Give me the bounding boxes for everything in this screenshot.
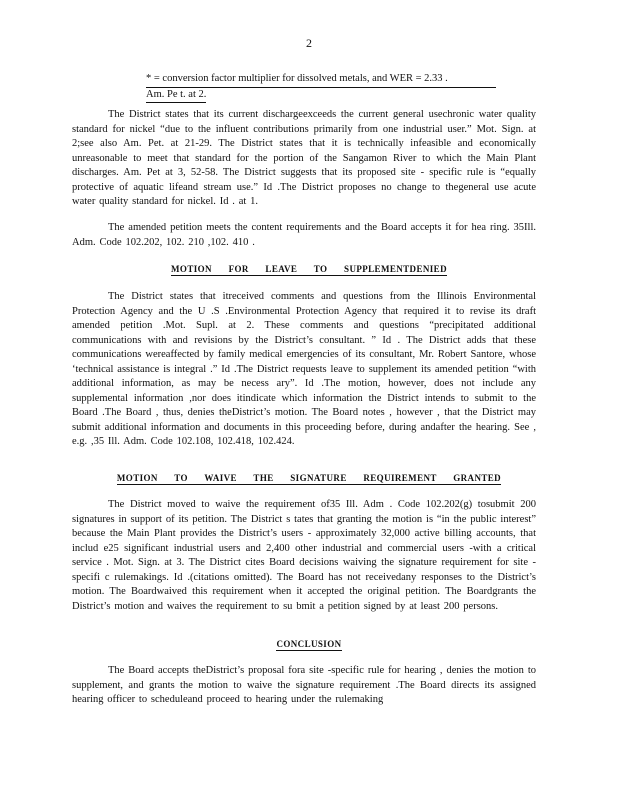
heading-text: MOTION TO WAIVE THE SIGNATURE REQUIREMENT GRANTED: [116, 473, 502, 483]
paragraph-petition-accepted: The amended petition meets the content requirements and the Board accepts it for hea ring. 35Ill. Adm. Code 102.202, 102. 210 ,102. 410 .: [72, 222, 536, 248]
paragraph-signature-waiver: The District moved to waive the requirement of35 Ill. Adm . Code 102.202(g) tosubmit 200 signatures in support of its petition. The District s tates that granting the motion is “in the public interest” because the Main Plant provides the District’s users - approximately 32,000 active billing accounts, that includ e25 significant industrial users and 2,400 other industrial and commercial users -with a critical service . Mot. Sign. at 3. The District cites Board decisions waiving the signature requirement for site - specifi c rulemakings. Id .(citations omitted). The Board has not receivedany responses to the District’s motion. The Boardwaived this requirement when it accepted the original petition. The Boardgrants the District’s motion and waives the requirement to su bmit a petition signed by at least 200 persons.: [72, 499, 536, 612]
heading-conclusion: [0, 639, 618, 649]
heading-text: CONCLUSION: [276, 639, 342, 649]
paragraph-supplement: The District states that itreceived comments and questions from the Illinois Environmental Protection Agency and the U .S .Environmental Protection Agency that required it to revise its draft amended petition .Mot. Supl. at 2. These comments and questions “precipitated additional communications with and revisions by the District’s consultant. ” Id . The District adds that these communications wereaffected by family medical emergencies of its consultant, Mr. Robert Santore, whose ‘technical assistance is integral .” Id .The District requests leave to supplement its amended petition “with additional information, as may be necess ary”. Id .The motion, however, does not include any supplemental information ,nor does itindicate which information the District intends to submit to the Board .The Board , thus, denies theDistrict’s motion. The Board notes , however , that the District may submit additional information and documents in this proceeding before, during andafter the hearing. See , e.g. ,35 Ill. Adm. Code 102.108, 102.418, 102.424.: [72, 291, 536, 447]
heading-motion-waive-granted: [0, 473, 618, 483]
footnote-line: * = conversion factor multiplier for dissolved metals, and WER = 2.33 .: [146, 72, 496, 88]
paragraph-conclusion: The Board accepts theDistrict’s proposal fora site -specific rule for hearing , denies the motion to supplement, and grants the motion to waive the signature requirement .The Board directs its assigned hearing officer to scheduleand proceed to hearing under the rulemaking: [72, 665, 536, 705]
footnote-line: Am. Pe t. at 2.: [146, 88, 206, 103]
page-number: 2: [306, 36, 312, 50]
footnote: [146, 72, 496, 103]
heading-motion-supplement-denied: [0, 264, 618, 274]
paragraph-nickel-standard: The District states that its current dischargeexceeds the current general usechronic water quality standard for nickel “due to the influent contributions primarily from one industrial user.” Mot. Sign. at 2;see also Am. Pet. at 21-29. The District states that it is technically infeasible and economically unreasonable to meet that standard for the portion of the Sangamon River to which the Main Plant discharges. Am. Pet at 3, 52-58. The District suggests that its proposed site - specific rule is “equally protective of aquatic lifeand stream use.” Id .The District proposes no change to thegeneral use acute water quality standard for nickel. Id . at 1.: [72, 109, 536, 207]
heading-text: MOTION FOR LEAVE TO SUPPLEMENTDENIED: [171, 264, 447, 274]
